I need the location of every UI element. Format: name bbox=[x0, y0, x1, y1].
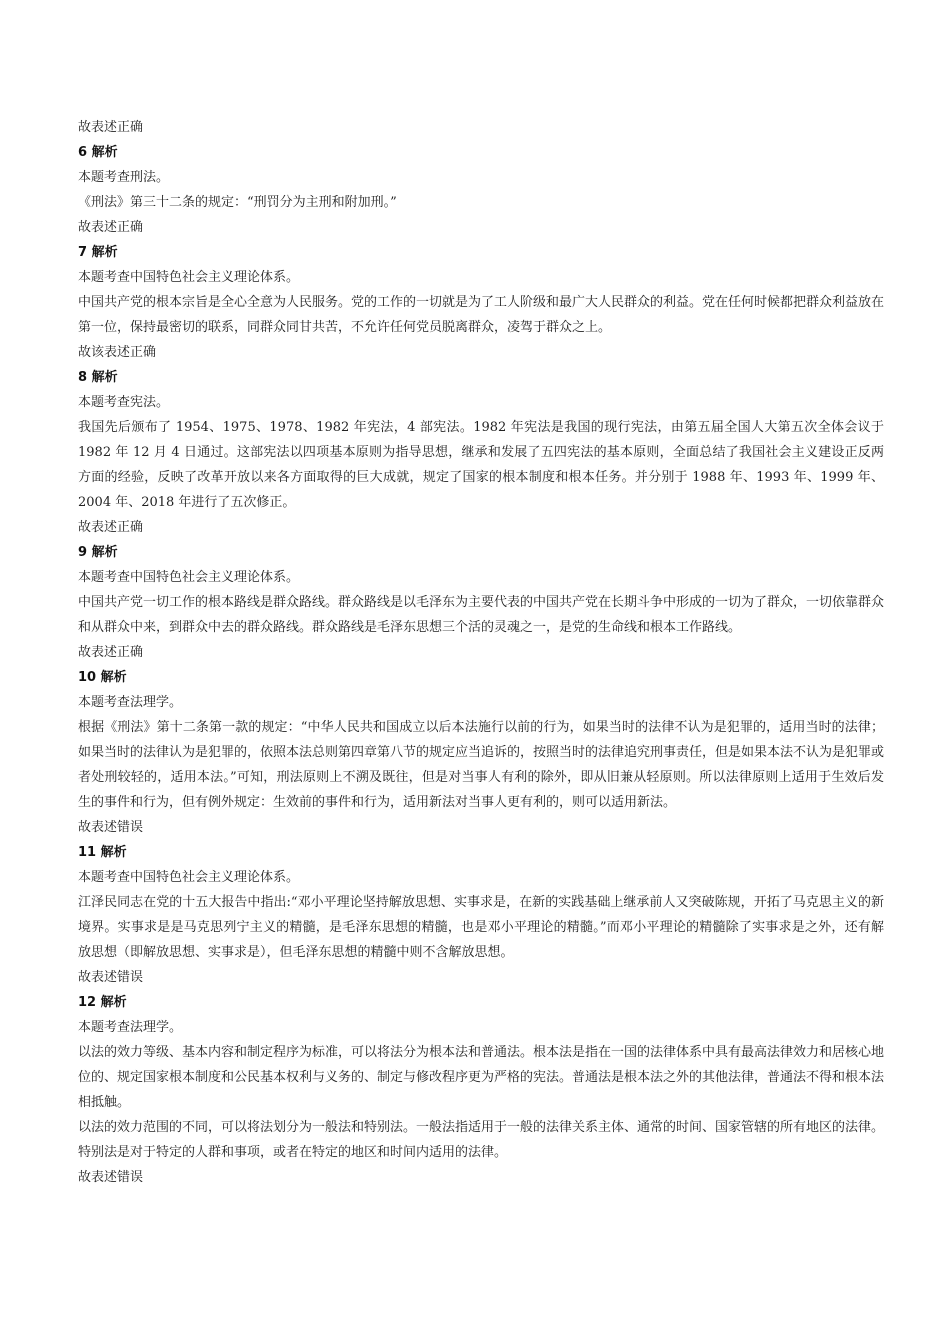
document-page bbox=[78, 115, 884, 1190]
verdict-line: 故表述错误 bbox=[78, 1170, 144, 1185]
verdict-line: 故表述正确 bbox=[78, 645, 144, 660]
paragraph: 本题考查法理学。 bbox=[78, 695, 183, 710]
section-heading: 6 解析 bbox=[78, 145, 118, 160]
verdict-line: 故表述正确 bbox=[78, 520, 144, 535]
section-heading: 12 解析 bbox=[78, 995, 127, 1010]
paragraph: 以法的效力等级、基本内容和制定程序为标准，可以将法分为根本法和普通法。根本法是指在一国的法律体系中具有最高法律效力和居核心地位的、规定国家根本制度和公民基本权利与义务的、制定与修改程序更为严格的宪法。普通法是根本法之外的其他法律，普通法不得和根本法相抵触。 bbox=[78, 1045, 885, 1110]
paragraph: 本题考查中国特色社会主义理论体系。 bbox=[78, 270, 300, 285]
section-heading: 10 解析 bbox=[78, 670, 127, 685]
verdict-line: 故表述正确 bbox=[78, 220, 144, 235]
paragraph: 中国共产党一切工作的根本路线是群众路线。群众路线是以毛泽东为主要代表的中国共产党在长期斗争中形成的一切为了群众，一切依靠群众和从群众中来，到群众中去的群众路线。群众路线是毛泽东思想三个活的灵魂之一，是党的生命线和根本工作路线。 bbox=[78, 595, 885, 635]
paragraph: 本题考查宪法。 bbox=[78, 395, 170, 410]
paragraph: 本题考查中国特色社会主义理论体系。 bbox=[78, 570, 300, 585]
section-heading: 11 解析 bbox=[78, 845, 127, 860]
section-heading: 7 解析 bbox=[78, 245, 118, 260]
paragraph: 本题考查法理学。 bbox=[78, 1020, 183, 1035]
section-heading: 8 解析 bbox=[78, 370, 118, 385]
paragraph: 本题考查刑法。 bbox=[78, 170, 170, 185]
verdict-line: 故表述正确 bbox=[78, 120, 144, 135]
verdict-line: 故表述错误 bbox=[78, 970, 144, 985]
paragraph: 根据《刑法》第十二条第一款的规定：“中华人民共和国成立以后本法施行以前的行为，如果当时的法律不认为是犯罪的，适用当时的法律；如果当时的法律认为是犯罪的，依照本法总则第四章第八节的规定应当追诉的，按照当时的法律追究刑事责任，但是如果本法不认为是犯罪或者处刑较轻的，适用本法。”可知，刑法原则上不溯及既往，但是对当事人有利的除外，即从旧兼从轻原则。所以法律原则上适用于生效后发生的事件和行为，但有例外规定：生效前的事件和行为，适用新法对当事人更有利的，则可以适用新法。 bbox=[78, 720, 885, 810]
verdict-line: 故表述错误 bbox=[78, 820, 144, 835]
paragraph: 中国共产党的根本宗旨是全心全意为人民服务。党的工作的一切就是为了工人阶级和最广大人民群众的利益。党在任何时候都把群众利益放在第一位，保持最密切的联系，同群众同甘共苦，不允许任何党员脱离群众，凌驾于群众之上。 bbox=[78, 295, 885, 335]
paragraph: 《刑法》第三十二条的规定：“刑罚分为主刑和附加刑。” bbox=[78, 195, 397, 210]
paragraph: 江泽民同志在党的十五大报告中指出:“邓小平理论坚持解放思想、实事求是，在新的实践基础上继承前人又突破陈规，开拓了马克思主义的新境界。实事求是是马克思列宁主义的精髓，是毛泽东思想的精髓，也是邓小平理论的精髓。”而邓小平理论的精髓除了实事求是之外，还有解放思想（即解放思想、实事求是），但毛泽东思想的精髓中则不含解放思想。 bbox=[78, 895, 884, 960]
section-heading: 9 解析 bbox=[78, 545, 118, 560]
paragraph: 我国先后颁布了 1954、1975、1978、1982 年宪法，4 部宪法。1982 年宪法是我国的现行宪法，由第五届全国人大第五次全体会议于 1982 年 12 月 4 日通过。这部宪法以四项基本原则为指导思想，继承和发展了五四宪法的基本原则，全面总结了我国社会主义建设正反两方面的经验，反映了改革开放以来各方面取得的巨大成就，规定了国家的根本制度和根本任务。并分别于 1988 年、1993 年、1999 年、2004 年、2018 年进行了五次修正。 bbox=[78, 420, 884, 510]
paragraph: 本题考查中国特色社会主义理论体系。 bbox=[78, 870, 300, 885]
paragraph: 以法的效力范围的不同，可以将法划分为一般法和特别法。一般法指适用于一般的法律关系主体、通常的时间、国家管辖的所有地区的法律。特别法是对于特定的人群和事项，或者在特定的地区和时间内适用的法律。 bbox=[78, 1120, 885, 1160]
verdict-line: 故该表述正确 bbox=[78, 345, 157, 360]
